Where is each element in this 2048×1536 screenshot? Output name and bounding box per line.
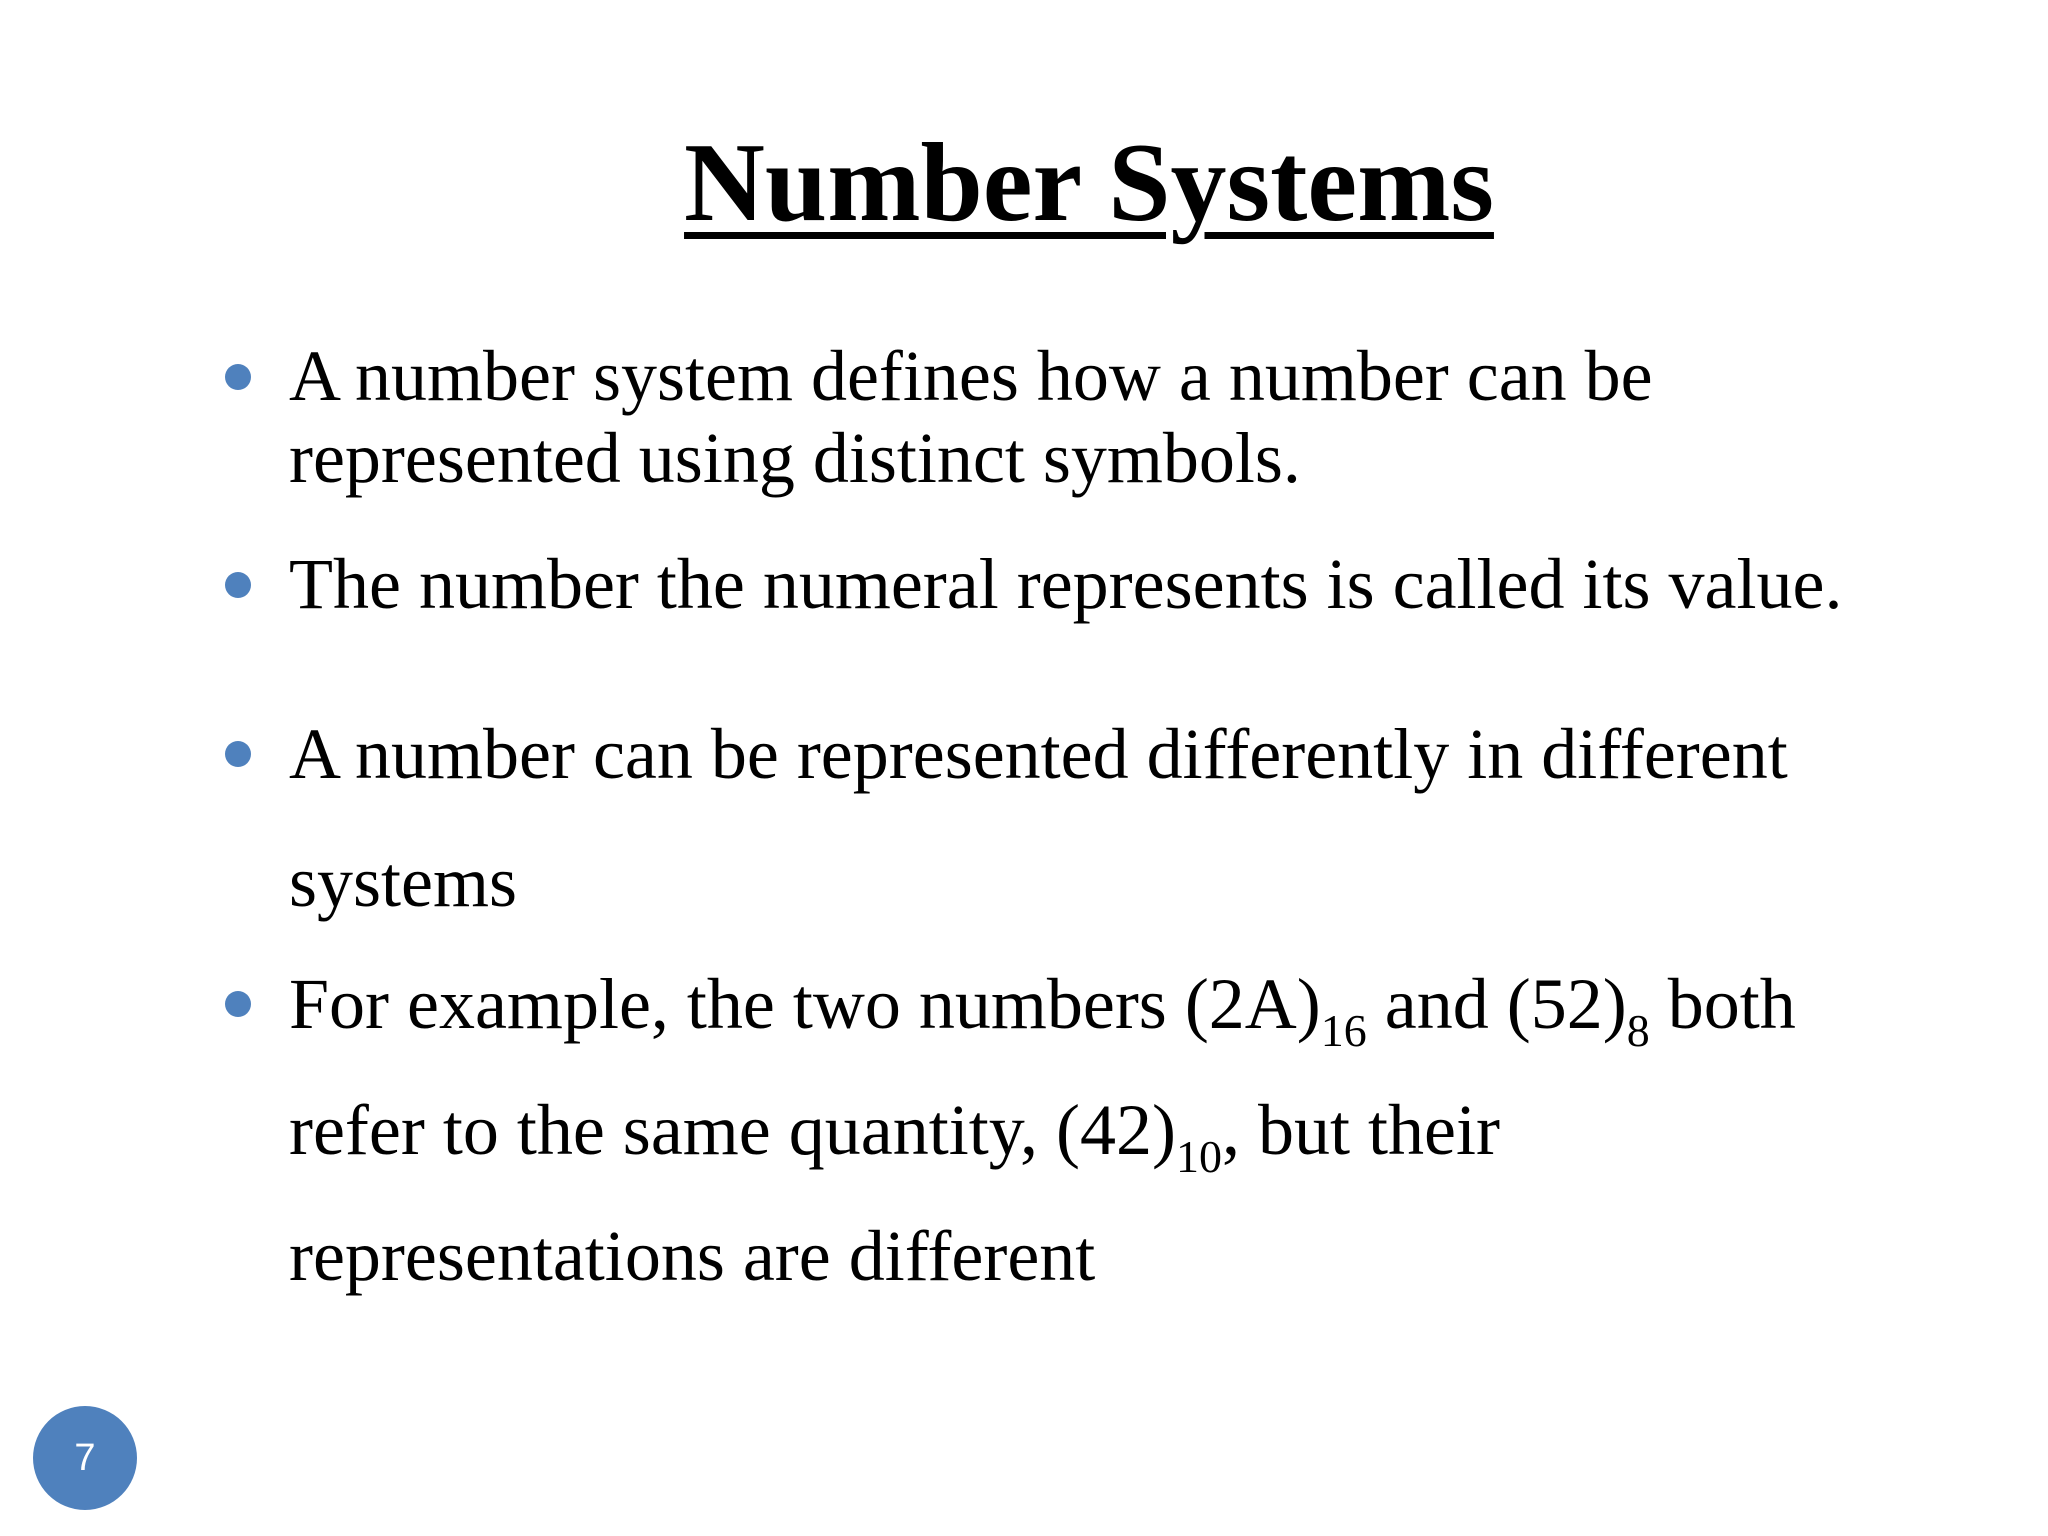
slide-title: Number Systems (684, 121, 1494, 245)
bullet-dot-icon (225, 991, 251, 1017)
bullet-text: A number system defines how a number can be represented using distinct symbols. (289, 336, 1653, 498)
slide-number-badge (33, 1406, 137, 1510)
bullet-dot-icon (225, 741, 251, 767)
bullet-dot-icon (225, 364, 251, 390)
bullet-dot-icon (225, 572, 251, 598)
bullet-text: The number the numeral represents is called its value. (289, 544, 1843, 624)
bullet-item-3 (225, 690, 1929, 946)
bullet-text: A number can be represented differently in different systems (289, 714, 1788, 922)
bullet-item-4 (225, 941, 1949, 1319)
slide-number: 7 (74, 1436, 96, 1479)
bullet-item-2 (225, 543, 2048, 625)
bullet-text: For example, the two numbers $(2A)_{16}$ and $(52)_8$ both refer to the same quantity, $(42)_{10}$, but their representations are different (289, 964, 1796, 1296)
bullet-item-1 (225, 335, 1849, 499)
